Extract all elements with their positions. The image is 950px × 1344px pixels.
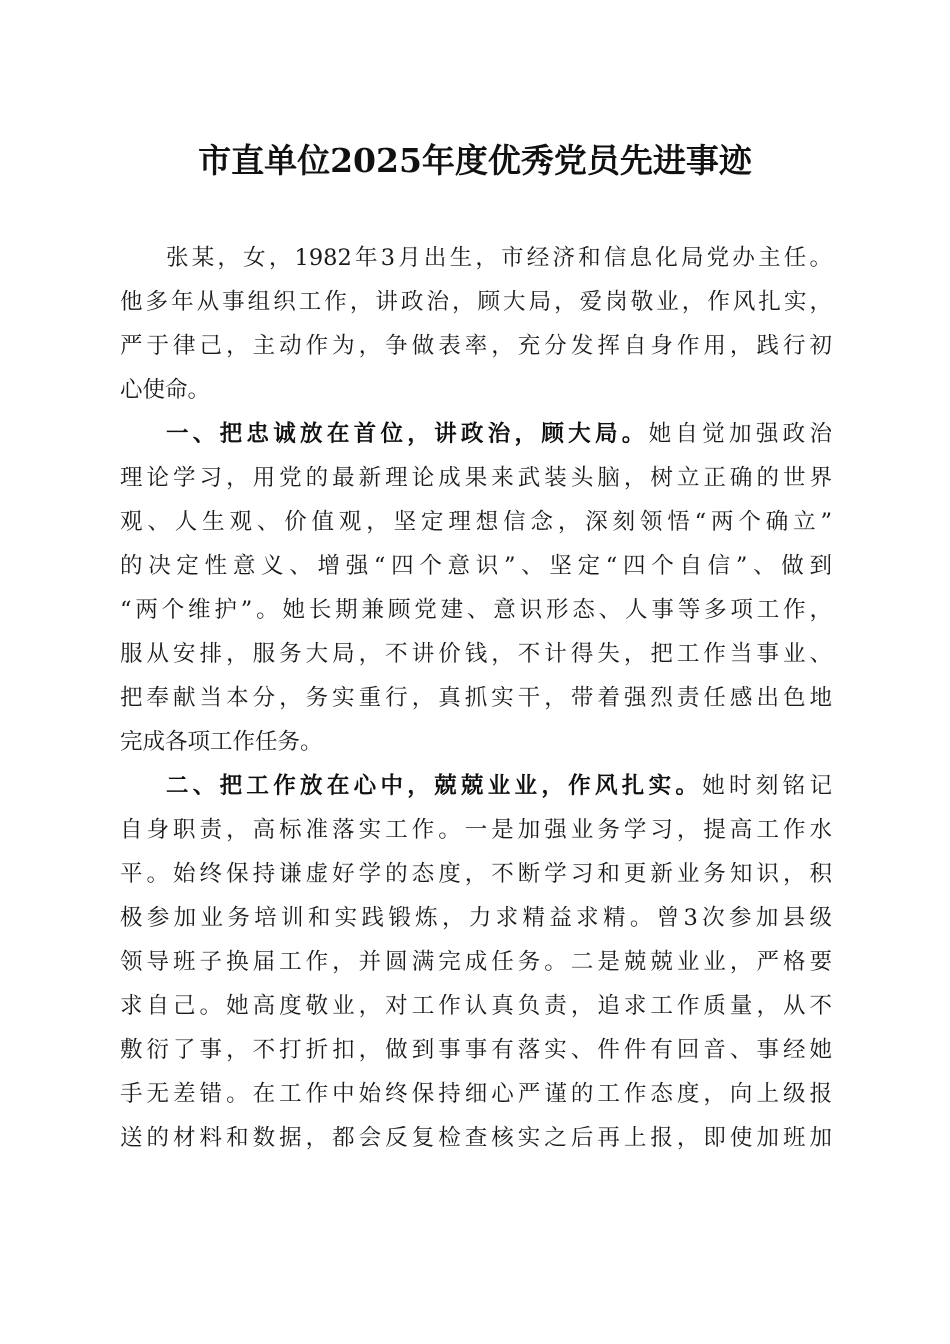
- section-two-first-line: 二、把工作放在心中，兢兢业业，作风扎实。她时刻铭记: [166, 773, 832, 799]
- text-line: 手无差错。在工作中始终保持细心严谨的工作态度，向上级报: [120, 1081, 832, 1107]
- text-line: 严于律己，主动作为，争做表率，充分发挥自身作用，践行初: [120, 333, 832, 359]
- text-line: 极参加业务培训和实践锻炼，力求精益求精。曾3次参加县级: [120, 905, 832, 931]
- section-heading: 一、把忠诚放在首位，讲政治，顾大局。: [166, 421, 649, 447]
- text-line: 心使命。: [120, 377, 211, 403]
- text-line: 张某，女，1982年3月出生，市经济和信息化局党办主任。: [166, 245, 832, 271]
- text-line: 把奉献当本分，务实重行，真抓实干，带着强烈责任感出色地: [120, 685, 832, 711]
- section-one-first-line: 一、把忠诚放在首位，讲政治，顾大局。她自觉加强政治: [166, 421, 832, 447]
- text-line: 他多年从事组织工作，讲政治，顾大局，爱岗敬业，作风扎实，: [120, 289, 832, 315]
- text-line: 送的材料和数据，都会反复检查核实之后再上报，即使加班加: [120, 1125, 832, 1151]
- text-line: 完成各项工作任务。: [120, 729, 323, 755]
- text-line: 平。始终保持谦虚好学的态度，不断学习和更新业务知识，积: [120, 861, 832, 887]
- text-line: “两个维护”。她长期兼顾党建、意识形态、人事等多项工作，: [120, 597, 832, 623]
- text-line: 领导班子换届工作，并圆满完成任务。二是兢兢业业，严格要: [120, 949, 832, 975]
- text-line: 自身职责，高标准落实工作。一是加强业务学习，提高工作水: [120, 817, 832, 843]
- text-line: 求自己。她高度敬业，对工作认真负责，追求工作质量，从不: [120, 993, 832, 1019]
- text-line: 观、人生观、价值观，坚定理想信念，深刻领悟“两个确立”: [120, 509, 832, 535]
- text-line: 理论学习，用党的最新理论成果来武装头脑，树立正确的世界: [120, 465, 832, 491]
- section-heading: 二、把工作放在心中，兢兢业业，作风扎实。: [166, 773, 703, 799]
- text-line: 服从安排，服务大局，不讲价钱，不计得失，把工作当事业、: [120, 641, 832, 667]
- text-line: 的决定性意义、增强“四个意识”、坚定“四个自信”、做到: [120, 553, 832, 579]
- text-line: 敷衍了事，不打折扣，做到事事有落实、件件有回音、事经她: [120, 1037, 832, 1063]
- document-title: 市直单位2025年度优秀党员先进事迹: [198, 141, 752, 180]
